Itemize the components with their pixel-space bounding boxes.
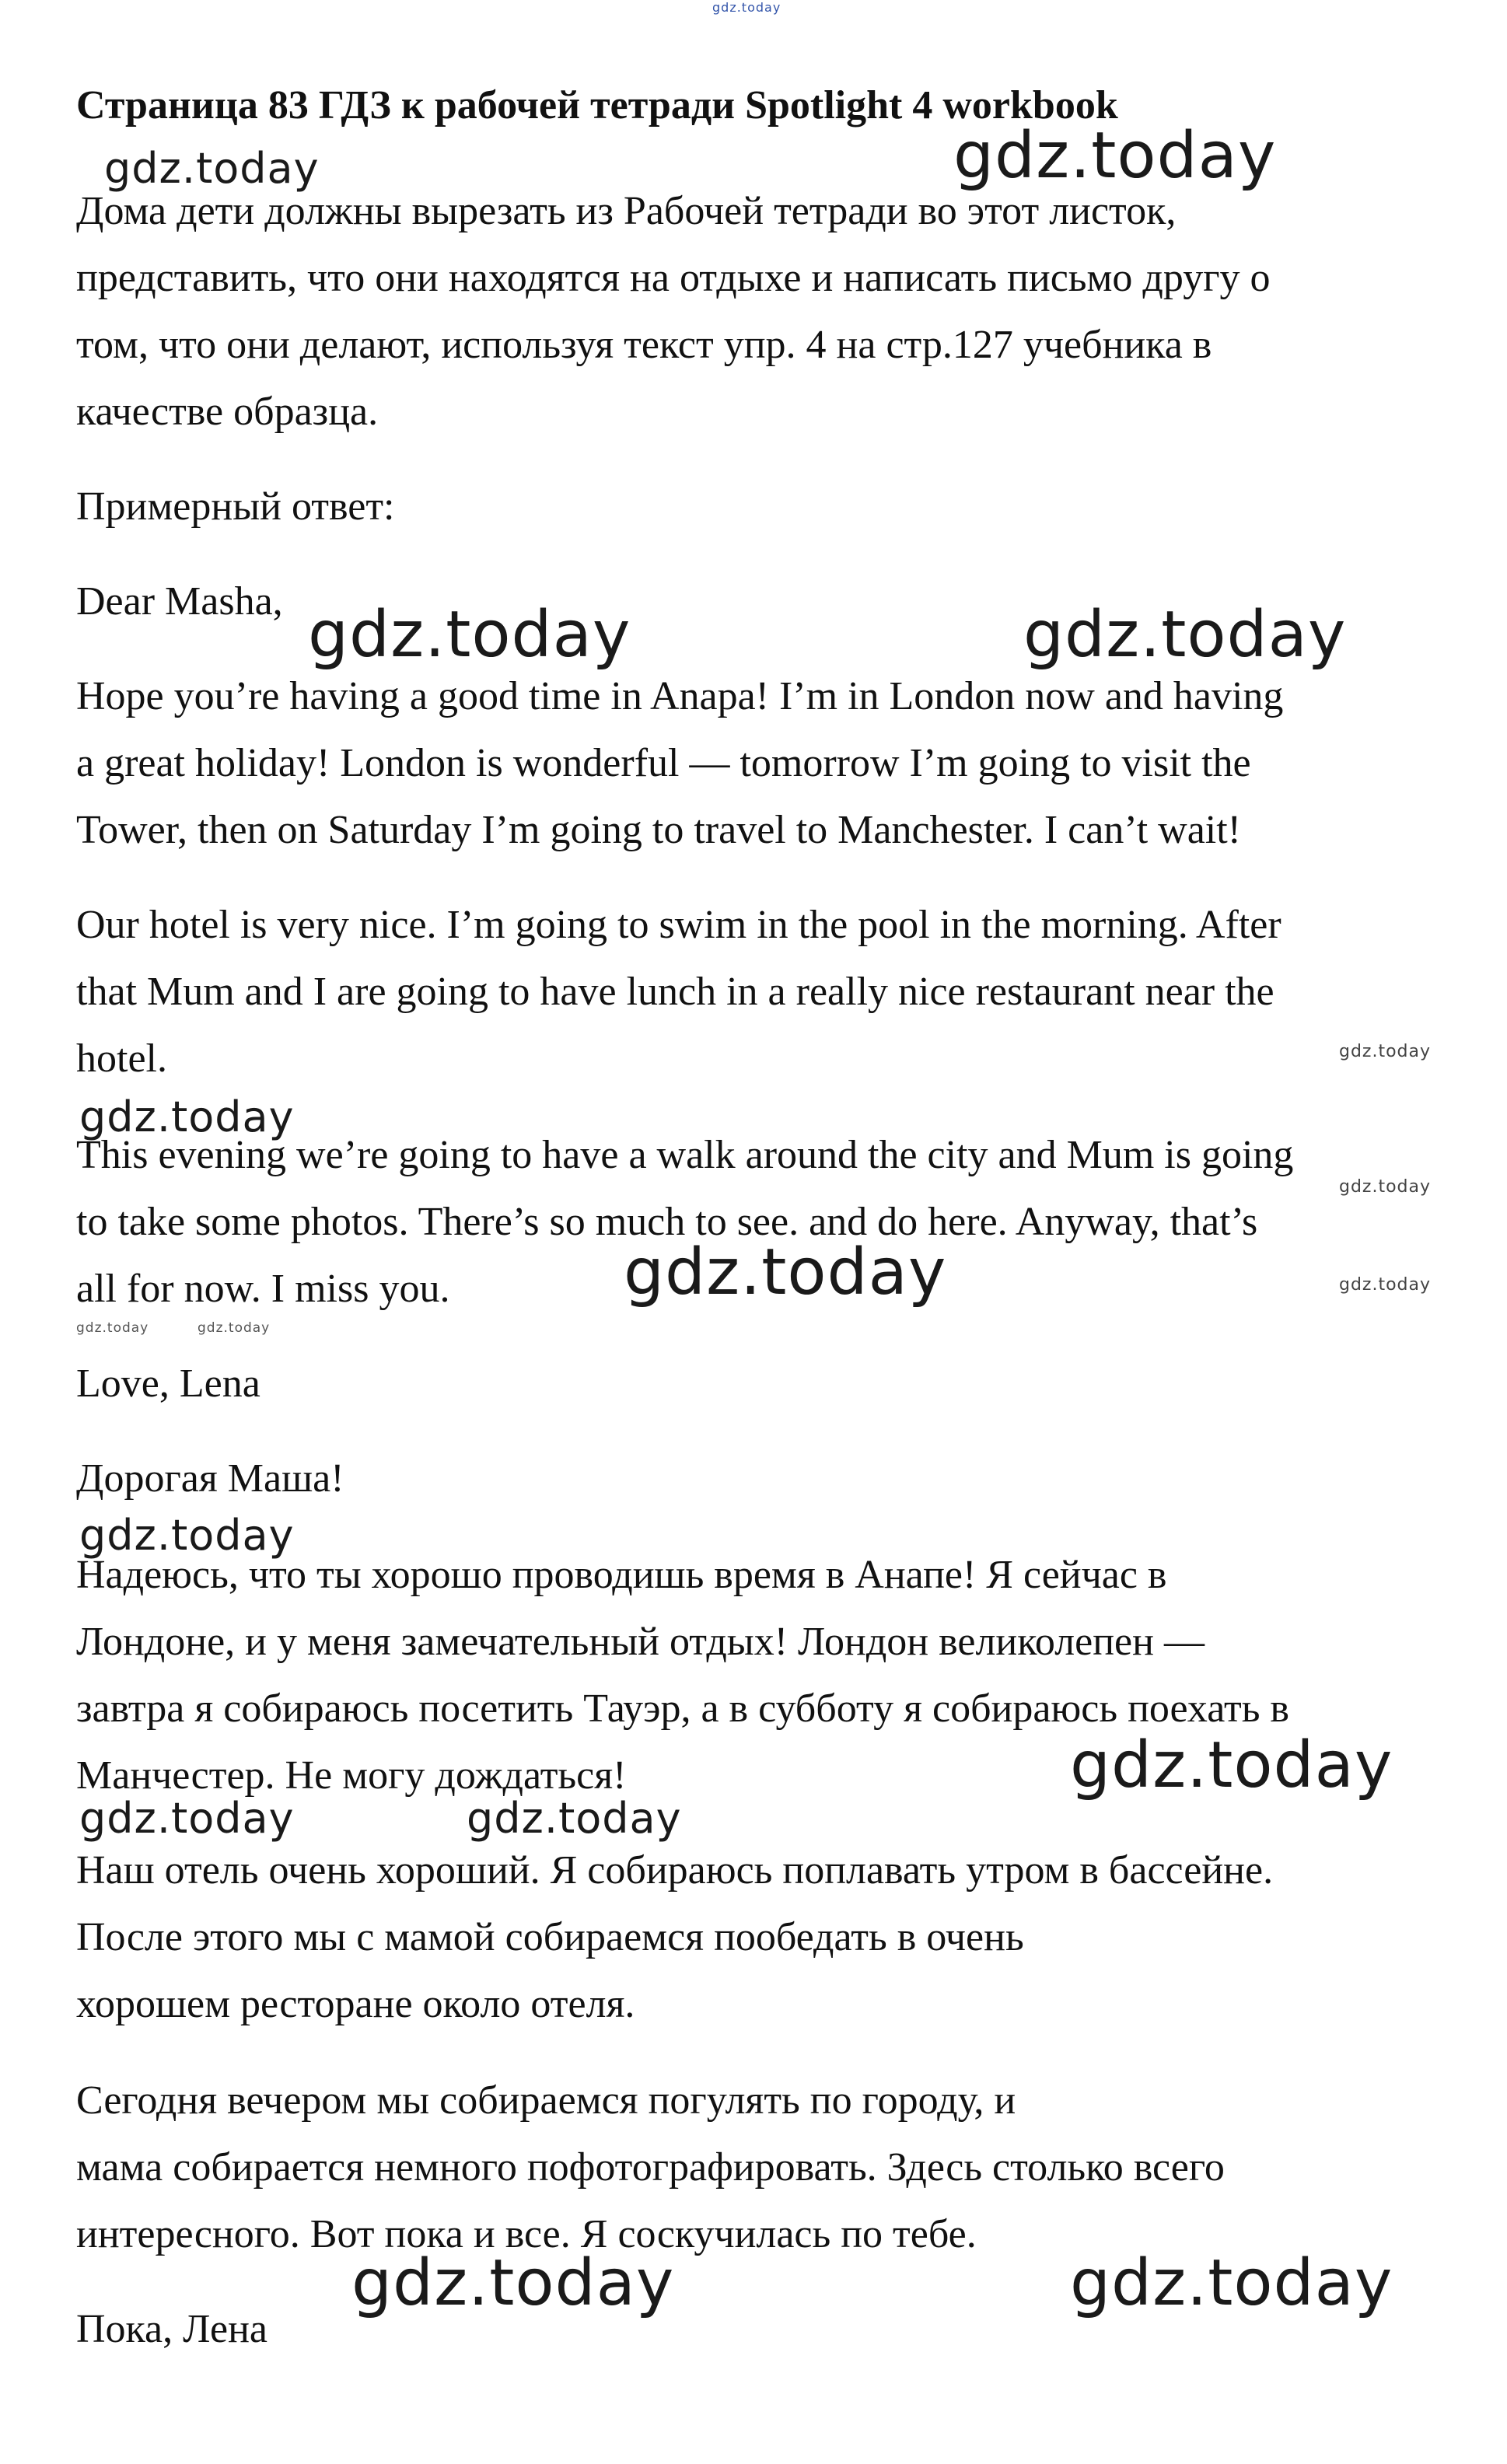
letter-line-en: to take some photos. There’s so much to see. and do here. Anyway, that’s: [76, 1200, 1258, 1244]
watermark: gdz.today: [1339, 1042, 1432, 1061]
watermark: gdz.today: [351, 2246, 675, 2320]
letter-line-en: a great holiday! London is wonderful — tomorrow I’m going to visit the: [76, 741, 1251, 785]
letter-greeting-ru: Дорогая Маша!: [76, 1456, 344, 1501]
letter-line-ru: Наш отель очень хороший. Я собираюсь поплавать утром в бассейне.: [76, 1848, 1274, 1893]
letter-line-en: Tower, then on Saturday I’m going to travel to Manchester. I can’t wait!: [76, 808, 1241, 852]
letter-line-en: all for now. I miss you.: [76, 1267, 450, 1311]
letter-line-ru: Лондоне, и у меня замечательный отдых! Лондон великолепен —: [76, 1620, 1205, 1664]
letter-line-ru: интересного. Вот пока и все. Я соскучилась по тебе.: [76, 2212, 977, 2256]
letter-line-en: This evening we’re going to have a walk around the city and Mum is going: [76, 1133, 1294, 1177]
watermark: gdz.today: [953, 119, 1277, 193]
watermark: gdz.today: [467, 1794, 682, 1843]
watermark: gdz.today: [198, 1320, 271, 1336]
watermark: gdz.today: [76, 1320, 149, 1336]
letter-line-ru: Надеюсь, что ты хорошо проводишь время в Анапе! Я сейчас в: [76, 1553, 1167, 1597]
sample-answer-label: Примерный ответ:: [76, 484, 395, 529]
letter-line-en: Our hotel is very nice. I’m going to swim in the pool in the morning. After: [76, 903, 1281, 947]
instruction-line: Дома дети должны вырезать из Рабочей тетради во этот листок,: [76, 189, 1177, 233]
watermark: gdz.today: [104, 144, 320, 193]
letter-closing-ru: Пока, Лена: [76, 2307, 268, 2351]
watermark: gdz.today: [1339, 1275, 1432, 1295]
watermark: gdz.today: [1070, 2246, 1393, 2320]
letter-line-ru: мама собирается немного пофотографировать. Здесь столько всего: [76, 2145, 1225, 2190]
watermark: gdz.today: [79, 1794, 295, 1843]
letter-line-ru: После этого мы с мамой собираемся пообедать в очень: [76, 1915, 1024, 1959]
letter-line-ru: Сегодня вечером мы собираемся погулять по городу, и: [76, 2078, 1016, 2123]
watermark: gdz.today: [1070, 1728, 1393, 1802]
letter-greeting-en: Dear Masha,: [76, 579, 283, 624]
instruction-line: качестве образца.: [76, 390, 379, 434]
letter-closing-en: Love, Lena: [76, 1361, 260, 1406]
letter-line-ru: хорошем ресторане около отеля.: [76, 1982, 635, 2026]
watermark: gdz.today: [308, 598, 631, 672]
watermark: gdz.today: [712, 0, 781, 15]
instruction-line: представить, что они находятся на отдыхе и написать письмо другу о: [76, 256, 1271, 300]
watermark: gdz.today: [1023, 598, 1347, 672]
letter-line-en: Hope you’re having a good time in Anapa! I’m in London now and having: [76, 674, 1284, 718]
instruction-line: том, что они делают, используя текст упр. 4 на стр.127 учебника в: [76, 323, 1212, 367]
watermark: gdz.today: [624, 1235, 947, 1309]
letter-line-en: hotel.: [76, 1036, 167, 1081]
page-title: Страница 83 ГДЗ к рабочей тетради Spotlight 4 workbook: [76, 83, 1118, 128]
watermark: gdz.today: [1339, 1177, 1432, 1197]
letter-line-ru: Манчестер. Не могу дождаться!: [76, 1753, 627, 1798]
letter-line-ru: завтра я собираюсь посетить Тауэр, а в субботу я собираюсь поехать в: [76, 1686, 1289, 1731]
watermark: gdz.today: [79, 1511, 295, 1560]
letter-line-en: that Mum and I are going to have lunch in a really nice restaurant near the: [76, 970, 1274, 1014]
watermark: gdz.today: [79, 1092, 295, 1141]
